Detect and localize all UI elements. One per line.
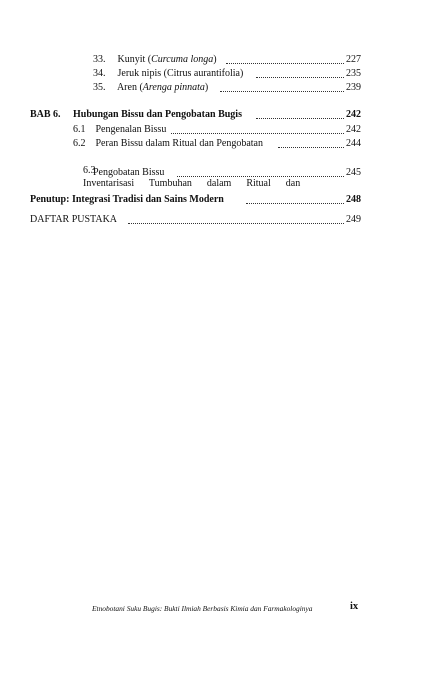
toc-section-6-2 [73,137,263,150]
leader-dots [128,223,344,224]
page-number: 239 [346,82,361,93]
page-number: 227 [346,54,361,65]
page-number: 235 [346,68,361,79]
item-title-prefix: Jeruk nipis (Citrus aurantifolia) [117,68,244,79]
toc-section-6-1 [73,123,166,136]
chapter-title: Hubungan Bissu dan Pengobatan Bugis [73,109,242,120]
item-number: 35. [93,82,106,93]
section-title-line2: Pengobatan Bissu [93,167,165,178]
leader-dots [226,63,344,64]
item-number: 34. [93,68,106,79]
page-number: 242 [346,124,361,135]
toc-item-33 [93,53,217,66]
section-title: Pengenalan Bissu [95,124,167,135]
item-title-italic: Curcuma longa [151,54,214,65]
item-title-suffix: ) [213,54,217,65]
section-title: Peran Bissu dalam Ritual dan Pengobatan [95,138,263,149]
item-title-suffix: ) [204,82,209,93]
section-number: 6.3 [83,165,96,176]
folio-page-number: ix [350,601,359,612]
toc-item-34 [93,67,243,80]
page-number: 244 [346,138,361,149]
toc-item-35 [93,81,208,94]
section-number: 6.1 [73,124,86,135]
page-number: 248 [346,194,361,205]
leader-dots [171,133,344,134]
page-number: 249 [346,214,361,225]
chapter-label: BAB 6. [30,109,61,120]
leader-dots [177,176,344,177]
toc-daftar-pustaka: DAFTAR PUSTAKA [30,214,118,225]
item-number: 33. [93,54,106,65]
page-number: 242 [346,109,361,120]
item-title-italic: Arenga pinnata [142,82,205,93]
toc-chapter-6 [30,108,61,121]
leader-dots [220,91,344,92]
section-title-line1: Inventarisasi Tumbuhan dalam Ritual dan [83,178,301,189]
page-number: 245 [346,167,361,178]
leader-dots [246,203,344,204]
item-title-prefix: Aren ( [116,82,143,93]
section-number: 6.2 [73,138,86,149]
toc-penutup: Penutup: Integrasi Tradisi dan Sains Modern [30,194,224,205]
running-footer: Etnobotani Suku Bugis: Bukti Ilmiah Berbasis Kimia dan Farmakologinya [92,604,313,613]
item-title-prefix: Kunyit ( [117,54,152,65]
